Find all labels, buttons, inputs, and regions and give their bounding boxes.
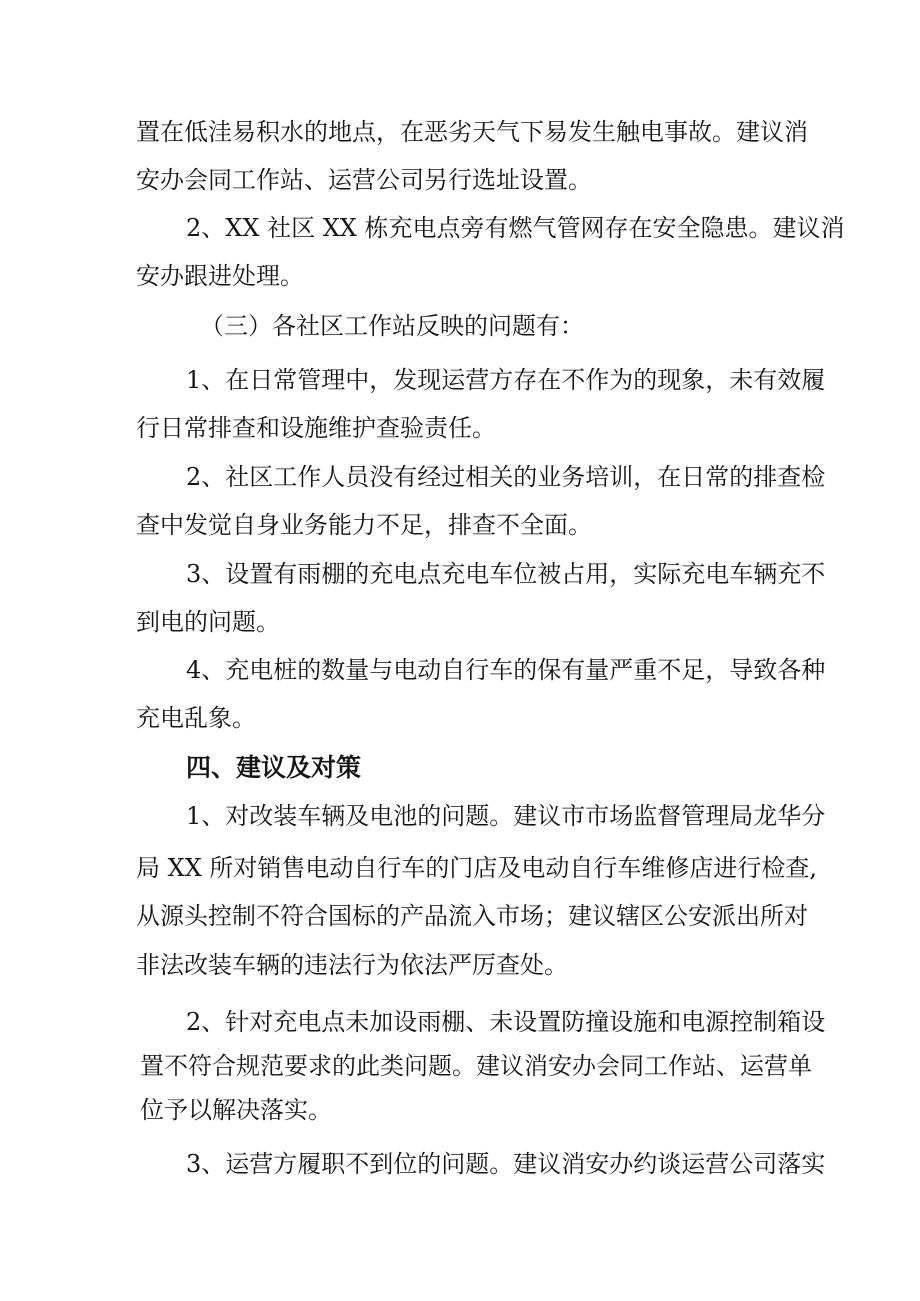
text-line: 2、社区工作人员没有经过相关的业务培训，在日常的排查检	[186, 463, 826, 491]
text-line: 2、XX 社区 XX 栋充电点旁有燃气管网存在安全隐患。建议消	[186, 214, 845, 242]
text-line: 1、在日常管理中，发现运营方存在不作为的现象，未有效履	[186, 366, 826, 394]
text-line: 位予以解决落实。	[140, 1096, 332, 1124]
text-line: 局 XX 所对销售电动自行车的门店及电动自行车维修店进行检查,	[136, 854, 818, 882]
text-line: 非法改装车辆的违法行为依法严厉查处。	[136, 951, 568, 979]
text-line: 充电乱象。	[136, 704, 256, 732]
text-line: 行日常排查和设施维护查验责任。	[136, 414, 496, 442]
text-line: 到电的问题。	[136, 608, 280, 636]
text-line: 2、针对充电点未加设雨棚、未设置防撞设施和电源控制箱设	[186, 1008, 826, 1036]
text-line: 查中发觉自身业务能力不足，排查不全面。	[136, 511, 592, 539]
section-heading: 四、建议及对策	[186, 753, 362, 782]
text-line: 从源头控制不符合国标的产品流入市场；建议辖区公安派出所对	[136, 902, 808, 930]
text-line: 置在低洼易积水的地点，在恶劣天气下易发生触电事故。建议消	[136, 118, 808, 146]
text-line: 3、运营方履职不到位的问题。建议消安办约谈运营公司落实	[186, 1150, 826, 1178]
text-line: 4、充电桩的数量与电动自行车的保有量严重不足，导致各种	[186, 656, 826, 684]
text-line: 3、设置有雨棚的充电点充电车位被占用，实际充电车辆充不	[186, 560, 826, 588]
text-line: 1、对改装车辆及电池的问题。建议市市场监督管理局龙华分	[186, 802, 826, 830]
text-line: 安办跟进处理。	[136, 262, 304, 290]
text-line: 置不符合规范要求的此类问题。建议消安办会同工作站、运营单	[140, 1052, 812, 1080]
text-line: 安办会同工作站、运营公司另行选址设置。	[136, 166, 592, 194]
subsection-heading: （三）各社区工作站反映的问题有：	[200, 312, 584, 340]
